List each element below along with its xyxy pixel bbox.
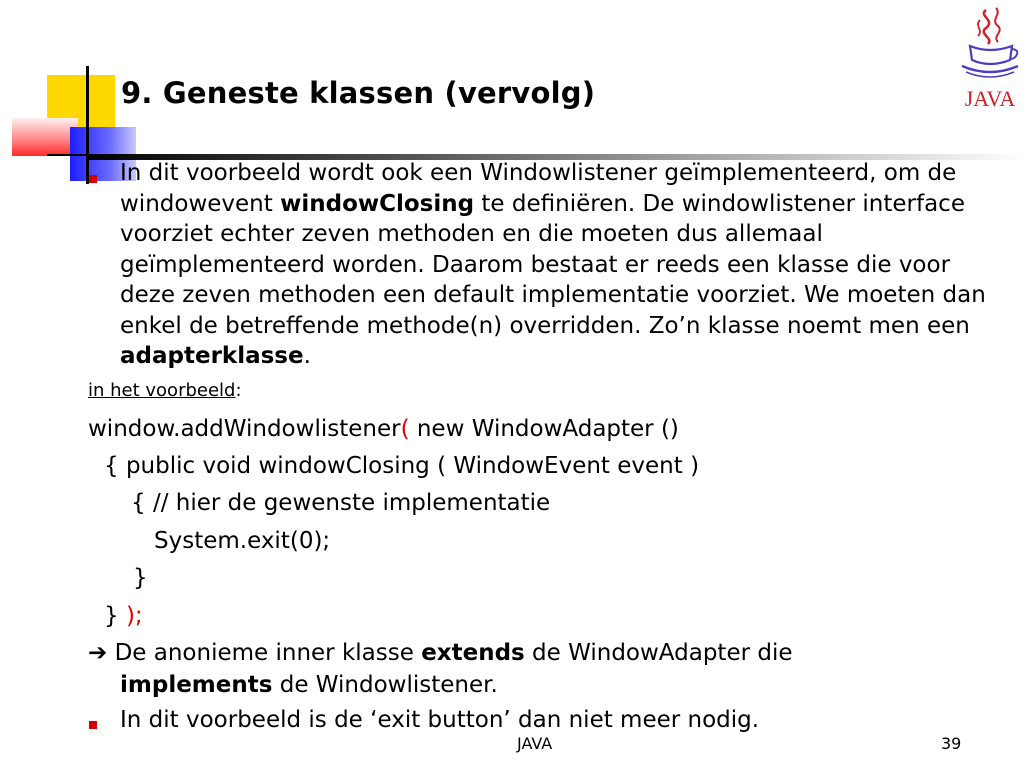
code-red-close: ); [125,603,143,629]
code-line-3: { // hier de gewenste implementatie [131,490,551,516]
code-text: window.addWindowlistener [88,416,401,442]
bold-term: extends [421,640,525,666]
example-label-colon: : [235,380,242,401]
java-logo-icon [956,4,1024,114]
page-number: 39 [941,734,962,753]
code-red-paren: ( [400,416,410,442]
bold-term: adapterklasse [120,343,304,369]
text-run: In dit voorbeeld wordt ook een Windowlistener geïmplementeerd, om de windowevent [120,160,957,217]
slide-title: 9. Geneste klassen (vervolg) [121,76,596,110]
bold-term: windowClosing [280,190,475,217]
code-line-1 [88,416,679,442]
svg-text:JAVA: JAVA [964,86,1016,111]
decor-vertical-line [86,66,89,184]
arrow-paragraph-line-1 [88,640,793,666]
decor-red-square [12,118,78,156]
bold-term: implements [120,672,273,698]
code-line-6 [104,603,143,629]
example-label [88,380,242,401]
code-line-5: } [133,565,148,591]
footer-title: JAVA [517,734,553,753]
arrow-icon: ➔ [88,640,108,666]
bullet-marker [89,721,97,729]
bullet-paragraph-2: In dit voorbeeld is de ‘exit button’ dan niet meer nodig. [120,707,760,733]
code-line-4: System.exit(0); [154,528,331,554]
code-text: } [104,603,126,629]
bullet-marker [89,175,97,183]
bullet-paragraph-1 [120,158,1010,372]
text-run: de WindowAdapter die [524,640,793,666]
code-text: new WindowAdapter () [409,416,679,442]
text-run: De anonieme inner klasse [107,640,422,666]
text-run: de Windowlistener. [272,672,498,698]
text-run: te definiëren. De windowlistener interface voorziet echter zeven methoden en die moeten dus allemaal geïmplementeerd worden. Daarom bestaat er reeds een klasse die voor deze zeven methoden een default implementatie voorziet. We moeten dan enkel de betreffende methode(n) overridden. Zo’n klasse noemt men een [120,190,986,339]
text-run: . [303,343,311,369]
code-line-2: { public void windowClosing ( WindowEvent event ) [104,453,700,479]
arrow-paragraph-line-2 [120,672,498,698]
example-label-text: in het voorbeeld [88,380,236,401]
